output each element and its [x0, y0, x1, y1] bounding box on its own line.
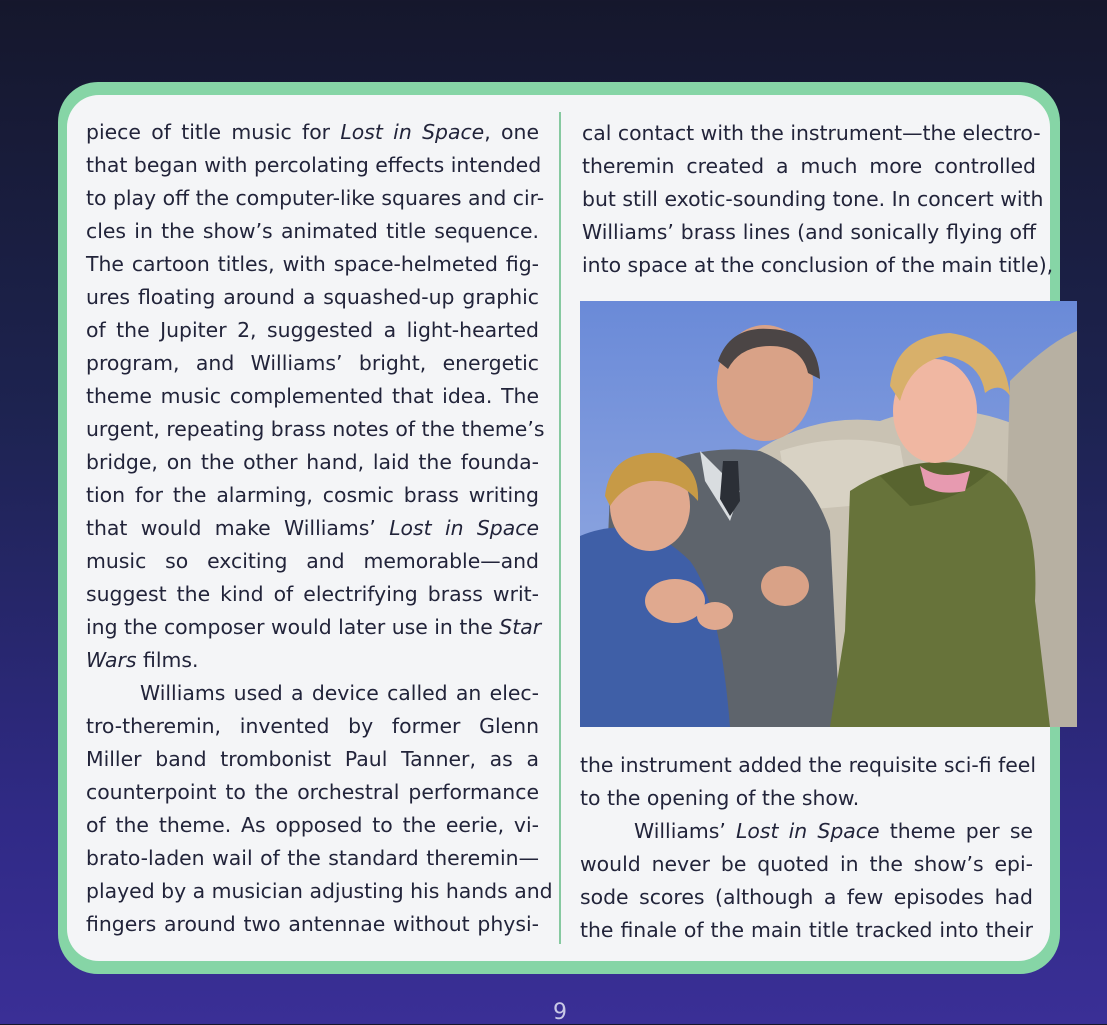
text-line: fingers around two antennae without physi- [86, 912, 539, 936]
text-line: that would make Williams’ Lost in Space [86, 516, 539, 540]
text-line: theme music complemented that idea. The [86, 384, 539, 408]
text-line: would never be quoted in the show’s epi- [580, 852, 1033, 876]
text-line: cles in the show’s animated title sequence. [86, 219, 539, 243]
text-line: Miller band trombonist Paul Tanner, as a [86, 747, 539, 771]
text-line: to the opening of the show. [580, 786, 860, 810]
text-line: Williams’ brass lines (and sonically flying off [582, 220, 1036, 244]
text-line: music so exciting and memorable—and [86, 549, 539, 573]
text-line: cal contact with the instrument—the electro- [582, 121, 1041, 145]
left-column [86, 116, 553, 941]
text-line: that began with percolating effects intended [86, 153, 542, 177]
text-line: the finale of the main title tracked into their [580, 918, 1033, 942]
text-line: sode scores (although a few episodes had [580, 885, 1033, 909]
text-line: brato-laden wail of the standard theremin— [86, 846, 539, 870]
text-line: The cartoon titles, with space-helmeted fig- [86, 252, 539, 276]
text-line: ing the composer would later use in the Star [86, 615, 542, 639]
text-line: theremin created a much more controlled [582, 154, 1036, 178]
text-line: played by a musician adjusting his hands and [86, 879, 553, 903]
photo-still-lost-in-space-cast-icon [580, 301, 1077, 727]
text-line: piece of title music for Lost in Space, one [86, 120, 539, 144]
text-line: to play off the computer-like squares and cir- [86, 186, 545, 210]
text-line: of the Jupiter 2, suggested a light-hearted [86, 318, 539, 342]
text-line: Williams used a device called an elec- [140, 681, 539, 705]
text-line: suggest the kind of electrifying brass writ- [86, 582, 539, 606]
page-number: 9 [553, 1000, 567, 1025]
text-line: urgent, repeating brass notes of the theme’s [86, 417, 545, 441]
text-line: but still exotic-sounding tone. In concert with [582, 187, 1044, 211]
text-line: counterpoint to the orchestral performance [86, 780, 539, 804]
text-line: ures floating around a squashed-up graphic [86, 285, 539, 309]
text-line: tro-theremin, invented by former Glenn [86, 714, 539, 738]
text-line: Wars films. [86, 648, 199, 672]
text-line: bridge, on the other hand, laid the founda- [86, 450, 539, 474]
right-column-bottom [580, 749, 1037, 947]
right-column-top [582, 117, 1054, 282]
text-line: program, and Williams’ bright, energetic [86, 351, 539, 375]
text-line: the instrument added the requisite sci-fi feel [580, 753, 1037, 777]
text-line: Williams’ Lost in Space theme per se [634, 819, 1033, 843]
text-line: of the theme. As opposed to the eerie, vi- [86, 813, 539, 837]
text-line: tion for the alarming, cosmic brass writing [86, 483, 539, 507]
cast-photo [580, 301, 1077, 727]
column-divider [559, 112, 561, 944]
text-line: into space at the conclusion of the main title), [582, 253, 1054, 277]
